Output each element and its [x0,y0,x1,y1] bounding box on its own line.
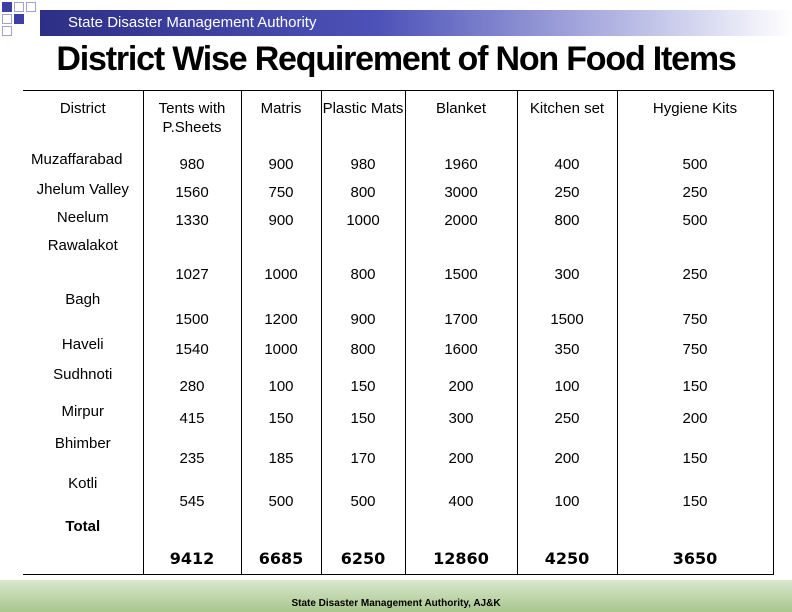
table-row [23,473,773,516]
value-cell: 415 [143,401,241,433]
value-cell: 150 [321,401,405,433]
value-cell: 100 [241,364,321,401]
table-row [23,289,773,334]
value-cell: 150 [241,401,321,433]
value-cell: 800 [321,235,405,289]
value-cell: 250 [617,235,773,289]
table-header-row [23,91,773,149]
value-cell: 1600 [405,334,517,364]
total-value-cell: 4250 [517,516,617,575]
district-cell: Bhimber [23,433,143,473]
value-cell: 150 [617,473,773,516]
value-cell: 200 [405,433,517,473]
bullet-square-icon [2,26,12,36]
value-cell: 1000 [321,207,405,235]
value-cell: 150 [617,433,773,473]
value-cell: 980 [143,149,241,179]
value-cell: 185 [241,433,321,473]
bullet-square-icon [14,2,24,12]
value-cell: 1027 [143,235,241,289]
bullet-square-icon [26,2,36,12]
value-cell: 250 [517,179,617,207]
value-cell: 100 [517,364,617,401]
value-cell: 500 [617,207,773,235]
value-cell: 280 [143,364,241,401]
value-cell: 200 [617,401,773,433]
value-cell: 100 [517,473,617,516]
value-cell: 350 [517,334,617,364]
table-row [23,207,773,235]
requirements-table [23,90,774,575]
value-cell: 1960 [405,149,517,179]
district-cell: Sudhnoti [23,364,143,401]
footer-text: State Disaster Management Authority, AJ&K [291,598,501,609]
value-cell: 170 [321,433,405,473]
total-value-cell: 6250 [321,516,405,575]
value-cell: 3000 [405,179,517,207]
bullet-square-icon [14,14,24,24]
district-cell: Rawalakot [23,235,143,289]
table-row [23,401,773,433]
value-cell: 500 [241,473,321,516]
value-cell: 250 [617,179,773,207]
column-header: Tents with P.Sheets [143,91,241,149]
value-cell: 300 [517,235,617,289]
value-cell: 200 [405,364,517,401]
column-header: Plastic Mats [321,91,405,149]
header-banner [40,10,792,36]
column-header: Hygiene Kits [617,91,773,149]
value-cell: 250 [517,401,617,433]
column-header: Kitchen set [517,91,617,149]
district-cell: Muzaffarabad [23,149,143,179]
value-cell: 750 [617,334,773,364]
value-cell: 1200 [241,289,321,334]
value-cell: 800 [517,207,617,235]
value-cell: 150 [617,364,773,401]
value-cell: 300 [405,401,517,433]
value-cell: 800 [321,179,405,207]
table-row [23,149,773,179]
total-value-cell: 3650 [617,516,773,575]
table-row [23,334,773,364]
value-cell: 980 [321,149,405,179]
total-value-cell: 6685 [241,516,321,575]
table-row [23,364,773,401]
value-cell: 1000 [241,235,321,289]
column-header: Blanket [405,91,517,149]
value-cell: 235 [143,433,241,473]
value-cell: 2000 [405,207,517,235]
total-value-cell: 12860 [405,516,517,575]
value-cell: 750 [241,179,321,207]
value-cell: 200 [517,433,617,473]
value-cell: 1560 [143,179,241,207]
banner-title: State Disaster Management Authority [68,14,317,31]
value-cell: 1500 [405,235,517,289]
value-cell: 150 [321,364,405,401]
value-cell: 1330 [143,207,241,235]
bullet-square-icon [2,14,12,24]
district-cell: Kotli [23,473,143,516]
value-cell: 900 [241,149,321,179]
district-cell: Mirpur [23,401,143,433]
value-cell: 400 [517,149,617,179]
value-cell: 800 [321,334,405,364]
column-header: District [23,91,143,149]
total-value-cell: 9412 [143,516,241,575]
total-row [23,516,773,575]
district-cell: Neelum [23,207,143,235]
value-cell: 1540 [143,334,241,364]
value-cell: 1700 [405,289,517,334]
table-row [23,179,773,207]
district-cell: Bagh [23,289,143,334]
table-row [23,433,773,473]
value-cell: 500 [321,473,405,516]
value-cell: 400 [405,473,517,516]
value-cell: 500 [617,149,773,179]
bullet-square-icon [2,2,12,12]
total-label: Total [23,516,143,575]
column-header: Matris [241,91,321,149]
page-title: District Wise Requirement of Non Food Items [56,40,736,78]
value-cell: 900 [321,289,405,334]
value-cell: 1500 [143,289,241,334]
district-cell: Haveli [23,334,143,364]
value-cell: 900 [241,207,321,235]
value-cell: 545 [143,473,241,516]
value-cell: 750 [617,289,773,334]
value-cell: 1500 [517,289,617,334]
district-cell: Jhelum Valley [23,179,143,207]
value-cell: 1000 [241,334,321,364]
table-row [23,235,773,289]
